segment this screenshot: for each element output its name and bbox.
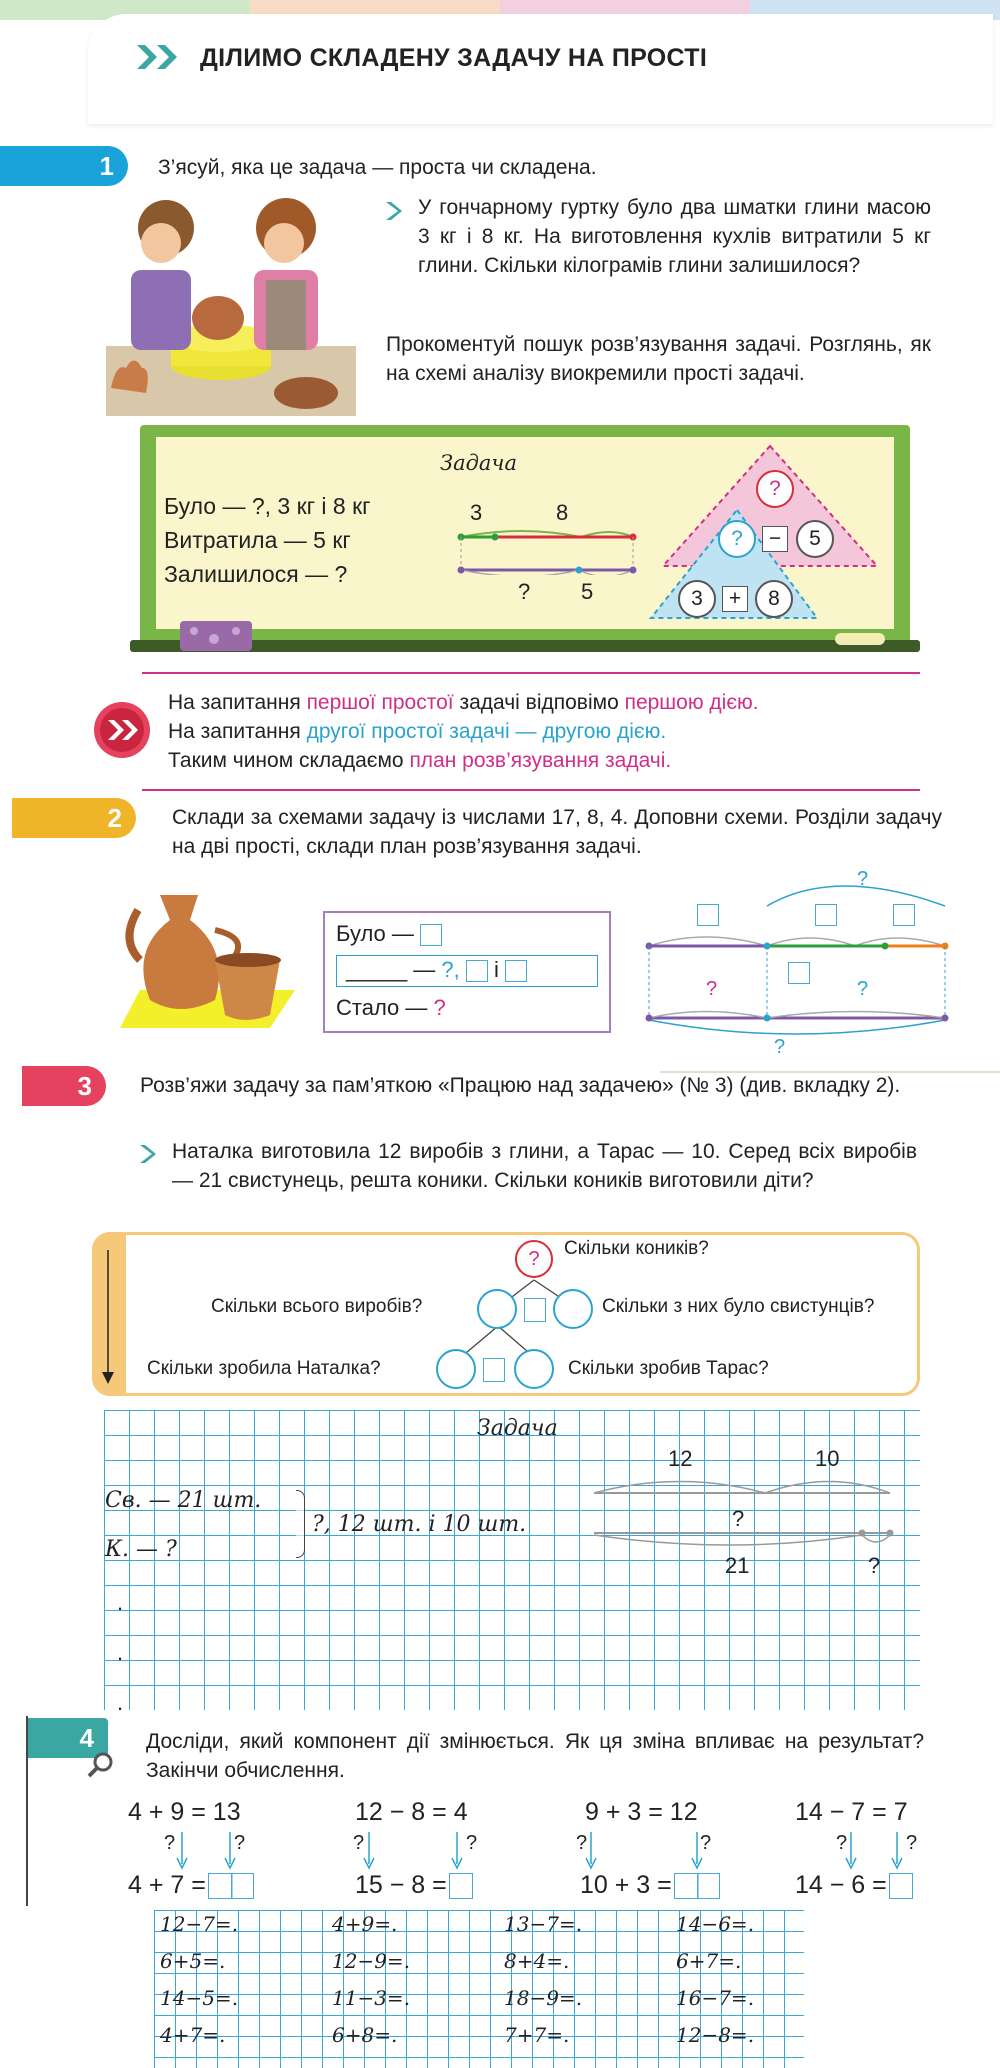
notebook-dot-1: . <box>117 1590 124 1615</box>
answer-box[interactable] <box>466 960 488 982</box>
exercise-cell: 4+7=. <box>160 2023 226 2047</box>
q-mark: ? <box>234 1832 246 1854</box>
operation-box[interactable] <box>524 1298 546 1322</box>
answer-box[interactable] <box>420 924 442 946</box>
answer-box[interactable] <box>208 1873 254 1899</box>
exercise-cell: 8+4=. <box>504 1949 570 1973</box>
answer-box[interactable] <box>505 960 527 982</box>
bullet-chevron-icon <box>384 200 402 227</box>
short-note-line-1: Було — <box>336 921 442 947</box>
answer-box[interactable] <box>697 904 719 926</box>
rule-bottom-line <box>142 789 920 791</box>
bullet-chevron-icon <box>138 1143 156 1170</box>
tree-label-mid-right: Скільки з них було свистунців? <box>602 1296 875 1317</box>
notebook-line-1: Св. — 21 шт. <box>105 1488 262 1513</box>
exercise-cell: 7+7=. <box>504 2023 570 2047</box>
board-line-3: Залишилося — ? <box>164 561 348 587</box>
answer-box[interactable] <box>893 904 915 926</box>
minus-sign: − <box>762 526 788 552</box>
notebook-brace-text: ?, 12 шт. і 10 шт. <box>312 1512 527 1537</box>
tree-root-circle: ? <box>515 1240 553 1278</box>
eq-top-1: 4 + 9 = 13 <box>128 1798 241 1826</box>
eq-bottom-3: 10 + 3 = <box>580 1871 720 1900</box>
board-segment-diagram <box>455 495 645 580</box>
exercise-cell: 16−7=. <box>676 1986 755 2010</box>
short-note-line-3: Стало — ? <box>336 995 446 1020</box>
board-line-1: Було — ?, 3 кг і 8 кг <box>164 493 371 519</box>
eq-top-3: 9 + 3 = 12 <box>585 1798 698 1826</box>
triangle-circle-3: 3 <box>678 580 716 618</box>
task-2-badge: 2 <box>12 798 136 838</box>
tree-circle[interactable] <box>477 1289 517 1329</box>
board-heading: Задача <box>440 451 518 475</box>
exercise-cell: 14−6=. <box>676 1912 755 1936</box>
notebook-heading: Задача <box>477 1416 558 1441</box>
notebook-brace <box>296 1490 305 1558</box>
q-mark: ? <box>700 1832 712 1854</box>
notebook-dot-3: . <box>117 1690 124 1715</box>
task-4-badge: 4 <box>28 1718 108 1758</box>
notebook-unknown: ? <box>732 1506 745 1531</box>
tree-circle[interactable] <box>436 1349 476 1389</box>
scheme-q-left: ? <box>706 978 718 1000</box>
exercise-cell: 13−7=. <box>504 1912 583 1936</box>
scheme-q-mid: ? <box>857 978 869 1000</box>
tree-label-bottom-right: Скільки зробив Тарас? <box>568 1358 769 1379</box>
answer-box[interactable] <box>674 1873 720 1899</box>
exercise-cell: 6+7=. <box>676 1949 742 1973</box>
chalk-icon <box>835 633 885 645</box>
triangle-top-circle: ? <box>756 470 794 508</box>
exercise-cell: 6+5=. <box>160 1949 226 1973</box>
exercise-cell: 12−9=. <box>332 1949 411 1973</box>
exercise-cell: 6+8=. <box>332 2023 398 2047</box>
rule-icon <box>92 700 152 765</box>
q-mark: ? <box>576 1832 588 1854</box>
exercise-cell: 11−3=. <box>332 1986 411 2010</box>
double-chevron-icon <box>135 42 185 77</box>
exercise-row <box>160 1912 800 1949</box>
sponge-icon <box>180 621 252 656</box>
board-unknown: ? <box>518 579 531 604</box>
q-mark: ? <box>353 1832 365 1854</box>
tree-label-top: Скільки коників? <box>564 1238 709 1259</box>
operation-box[interactable] <box>483 1358 505 1382</box>
tree-circle[interactable] <box>553 1289 593 1329</box>
eq-bottom-4: 14 − 6 = <box>795 1871 913 1900</box>
scheme-q-top: ? <box>857 868 869 890</box>
tree-label-bottom-left: Скільки зробила Наталка? <box>147 1358 381 1379</box>
rule-line-3: Таким чином складаємо план розв’язування задачі. <box>168 749 672 772</box>
rule-top-line <box>142 672 920 674</box>
short-note-line-2: _____ — ?, і <box>346 957 527 983</box>
exercise-cell: 12−8=. <box>676 2023 755 2047</box>
eq-bottom-1: 4 + 7 = <box>128 1871 254 1900</box>
task-3-text: Розв’яжи задачу за пам’яткою «Працюю над задачею» (№ 3) (див. вкладку 2). <box>140 1074 901 1097</box>
tree-circle[interactable] <box>514 1349 554 1389</box>
arrows-col-3 <box>577 1828 717 1877</box>
exercise-rows <box>160 1912 800 2060</box>
down-arrow-icon <box>100 1248 116 1393</box>
magnifier-icon <box>86 1750 116 1785</box>
task-1-problem: У гончарному гуртку було два шматки глини масою 3 кг і 8 кг. На виготовлення кухлів витратили 5 кг глини. Скільки кілограмів глини залишилося? <box>418 196 931 277</box>
task-1-prompt: З’ясуй, яка це задача — проста чи складена. <box>158 156 597 179</box>
notebook-unknown-2: ? <box>868 1553 881 1578</box>
eq-bottom-2: 15 − 8 = <box>355 1871 473 1900</box>
exercise-row <box>160 1986 800 2023</box>
rule-line-1: На запитання першої простої задачі відповімо першою дією. <box>168 691 759 714</box>
task-4-text: Досліди, який компонент дії змінюється. Як ця зміна впливає на результат? Закінчи обчислення. <box>146 1730 924 1782</box>
exercise-cell: 4+9=. <box>332 1912 398 1936</box>
plus-sign: + <box>722 586 748 612</box>
exercise-cell: 12−7=. <box>160 1912 239 1936</box>
q-mark: ? <box>906 1832 918 1854</box>
task-3-badge: 3 <box>22 1066 106 1106</box>
eq-top-2: 12 − 8 = 4 <box>355 1798 468 1826</box>
triangle-circle-5: 5 <box>796 520 834 558</box>
notebook-dot-2: . <box>117 1640 124 1665</box>
exercise-cell: 18−9=. <box>504 1986 583 2010</box>
pottery-illustration <box>106 188 356 421</box>
exercise-row <box>160 2023 800 2060</box>
exercise-cell: 14−5=. <box>160 1986 239 2010</box>
rule-line-2: На запитання другої простої задачі — другою дією. <box>168 720 667 743</box>
board-value-8: 8 <box>556 500 569 525</box>
eq-top-4: 14 − 7 = 7 <box>795 1798 908 1826</box>
jugs-illustration <box>120 880 300 1035</box>
triangle-mid-circle: ? <box>718 520 756 558</box>
notebook-line-2: К. — ? <box>105 1537 177 1562</box>
board-value-5: 5 <box>581 579 594 604</box>
board-value-3: 3 <box>470 500 483 525</box>
task-1-comment: Прокоментуй пошук розв’язування задачі. Розглянь, як на схемі аналізу виокремили прості задачі. <box>386 333 931 385</box>
q-mark: ? <box>164 1832 176 1854</box>
q-mark: ? <box>836 1832 848 1854</box>
answer-box[interactable] <box>788 962 810 984</box>
task-2-text: Склади за схемами задачу із числами 17, 8, 4. Доповни схеми. Розділи задачу на дві прості, склади план розв’язування задачі. <box>172 806 942 858</box>
answer-box[interactable] <box>889 1873 913 1899</box>
answer-box[interactable] <box>449 1873 473 1899</box>
exercise-row <box>160 1949 800 1986</box>
tree-label-mid-left: Скільки всього виробів? <box>211 1296 423 1317</box>
task-1-badge: 1 <box>0 146 128 186</box>
triangle-circle-8: 8 <box>755 580 793 618</box>
notebook-value-10: 10 <box>815 1446 840 1471</box>
notebook-value-12: 12 <box>668 1446 693 1471</box>
q-mark: ? <box>466 1832 478 1854</box>
scheme-q-bottom: ? <box>774 1036 786 1058</box>
page-title: ДІЛИМО СКЛАДЕНУ ЗАДАЧУ НА ПРОСТІ <box>200 44 708 72</box>
notebook-value-21: 21 <box>725 1553 750 1578</box>
task-3-problem: Наталка виготовила 12 виробів з глини, а Тарас — 10. Серед всіх виробів — 21 свистунець, решта коники. Скільки коників виготовили діти? <box>172 1140 917 1192</box>
answer-box[interactable] <box>815 904 837 926</box>
board-line-2: Витратила — 5 кг <box>164 527 351 553</box>
